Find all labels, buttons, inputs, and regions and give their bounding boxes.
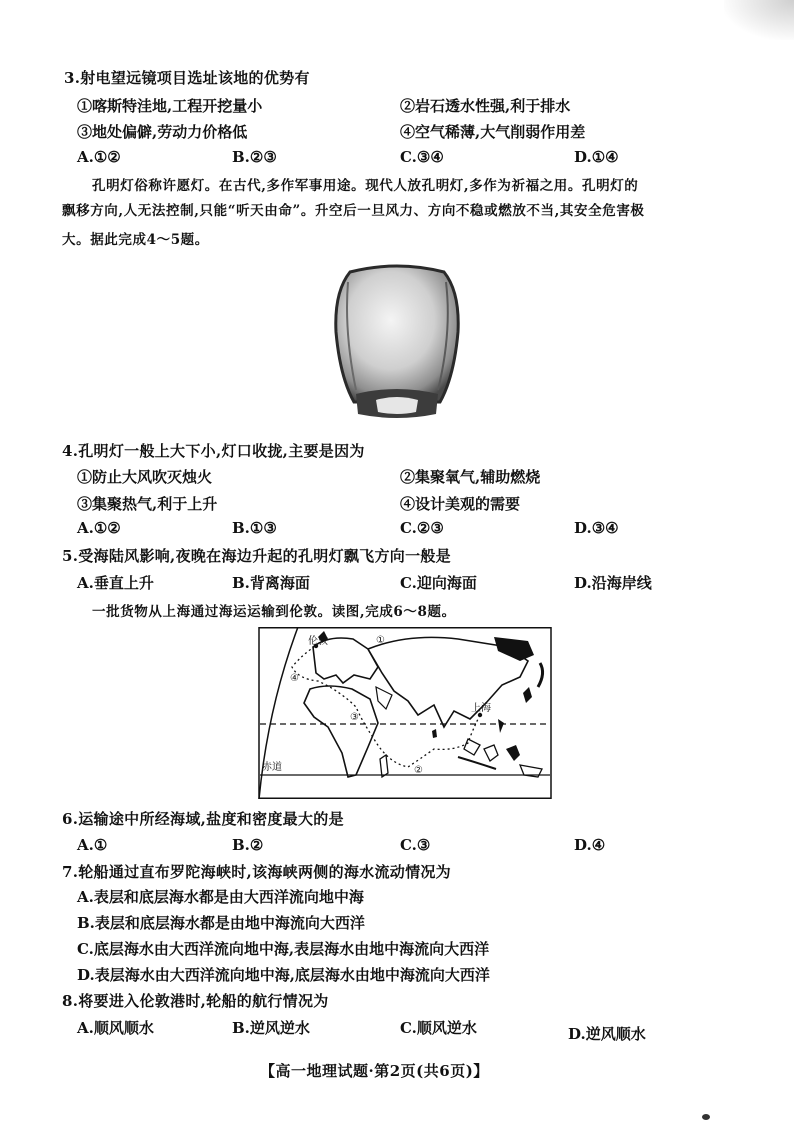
q6-option-a[interactable]: A.① [77, 836, 108, 854]
q3-statement-3: ③地处偏僻,劳动力价格低 [77, 123, 248, 141]
q8-option-d[interactable]: D.逆风顺水 [568, 1025, 646, 1043]
q3-statement-2: ②岩石透水性强,利于排水 [400, 97, 571, 115]
map-marker-1: ① [376, 635, 385, 646]
q3-statement-1: ①喀斯特洼地,工程开挖量小 [77, 97, 263, 115]
q4-statement-1: ①防止大风吹灭烛火 [77, 468, 213, 486]
map-label-equator: 赤道 [262, 762, 282, 773]
q3-stem: 3.射电望远镜项目选址该地的优势有 [64, 69, 310, 87]
q8-stem: 8.将要进入伦敦港时,轮船的航行情况为 [62, 992, 329, 1010]
passage-kongming-line-1: 孔明灯俗称许愿灯。在古代,多作军事用途。现代人放孔明灯,多作为祈福之用。孔明灯的 [92, 178, 639, 194]
passage-shipping-line-1: 一批货物从上海通过海运运输到伦敦。读图,完成6～8题。 [92, 604, 456, 620]
q8-option-a[interactable]: A.顺风顺水 [77, 1019, 154, 1037]
q6-stem: 6.运输途中所经海域,盐度和密度最大的是 [62, 810, 344, 828]
page-footer: 【高一地理试题·第2页(共6页)】 [260, 1062, 489, 1080]
map-marker-2: ② [414, 765, 423, 776]
q5-option-d[interactable]: D.沿海岸线 [574, 574, 652, 592]
q4-statement-3: ③集聚热气,利于上升 [77, 495, 218, 513]
kongming-lantern-image [330, 262, 464, 422]
q3-option-b[interactable]: B.②③ [232, 148, 277, 166]
passage-kongming-line-3: 大。据此完成4～5题。 [62, 232, 209, 248]
q7-option-d[interactable]: D.表层海水由大西洋流向地中海,底层海水由地中海流向大西洋 [77, 966, 490, 984]
q7-option-c[interactable]: C.底层海水由大西洋流向地中海,表层海水由地中海流向大西洋 [77, 940, 490, 958]
q5-option-a[interactable]: A.垂直上升 [77, 574, 154, 592]
q8-option-c[interactable]: C.顺风逆水 [400, 1019, 477, 1037]
scan-dot-mark [702, 1114, 710, 1120]
q5-stem: 5.受海陆风影响,夜晚在海边升起的孔明灯飘飞方向一般是 [62, 547, 451, 565]
map-label-london: 伦敦 [308, 636, 328, 647]
q6-option-b[interactable]: B.② [232, 836, 264, 854]
q6-option-c[interactable]: C.③ [400, 836, 431, 854]
shipping-route-map [258, 627, 552, 799]
map-marker-3: ③ [350, 712, 359, 723]
passage-kongming-line-2: 飘移方向,人无法控制,只能“听天由命”。升空后一旦风力、方向不稳或燃放不当,其安全危害极 [62, 203, 645, 219]
q3-statement-4: ④空气稀薄,大气削弱作用差 [400, 123, 586, 141]
q4-option-a[interactable]: A.①② [77, 519, 121, 537]
q4-statement-4: ④设计美观的需要 [400, 495, 521, 513]
q4-stem: 4.孔明灯一般上大下小,灯口收拢,主要是因为 [62, 442, 365, 460]
q7-stem: 7.轮船通过直布罗陀海峡时,该海峡两侧的海水流动情况为 [62, 863, 451, 881]
map-label-shanghai: 上海 [471, 703, 491, 714]
q7-option-b[interactable]: B.表层和底层海水都是由地中海流向大西洋 [77, 914, 365, 932]
q4-option-d[interactable]: D.③④ [574, 519, 619, 537]
q3-option-d[interactable]: D.①④ [574, 148, 619, 166]
q3-option-a[interactable]: A.①② [77, 148, 121, 166]
q8-option-b[interactable]: B.逆风逆水 [232, 1019, 310, 1037]
scan-corner-shadow [724, 0, 794, 40]
q6-option-d[interactable]: D.④ [574, 836, 606, 854]
map-marker-4: ④ [290, 673, 299, 684]
q3-option-c[interactable]: C.③④ [400, 148, 444, 166]
q4-option-c[interactable]: C.②③ [400, 519, 444, 537]
q7-option-a[interactable]: A.表层和底层海水都是由大西洋流向地中海 [77, 888, 364, 906]
q4-statement-2: ②集聚氧气,辅助燃烧 [400, 468, 541, 486]
q4-option-b[interactable]: B.①③ [232, 519, 277, 537]
q5-option-b[interactable]: B.背离海面 [232, 574, 310, 592]
q5-option-c[interactable]: C.迎向海面 [400, 574, 477, 592]
